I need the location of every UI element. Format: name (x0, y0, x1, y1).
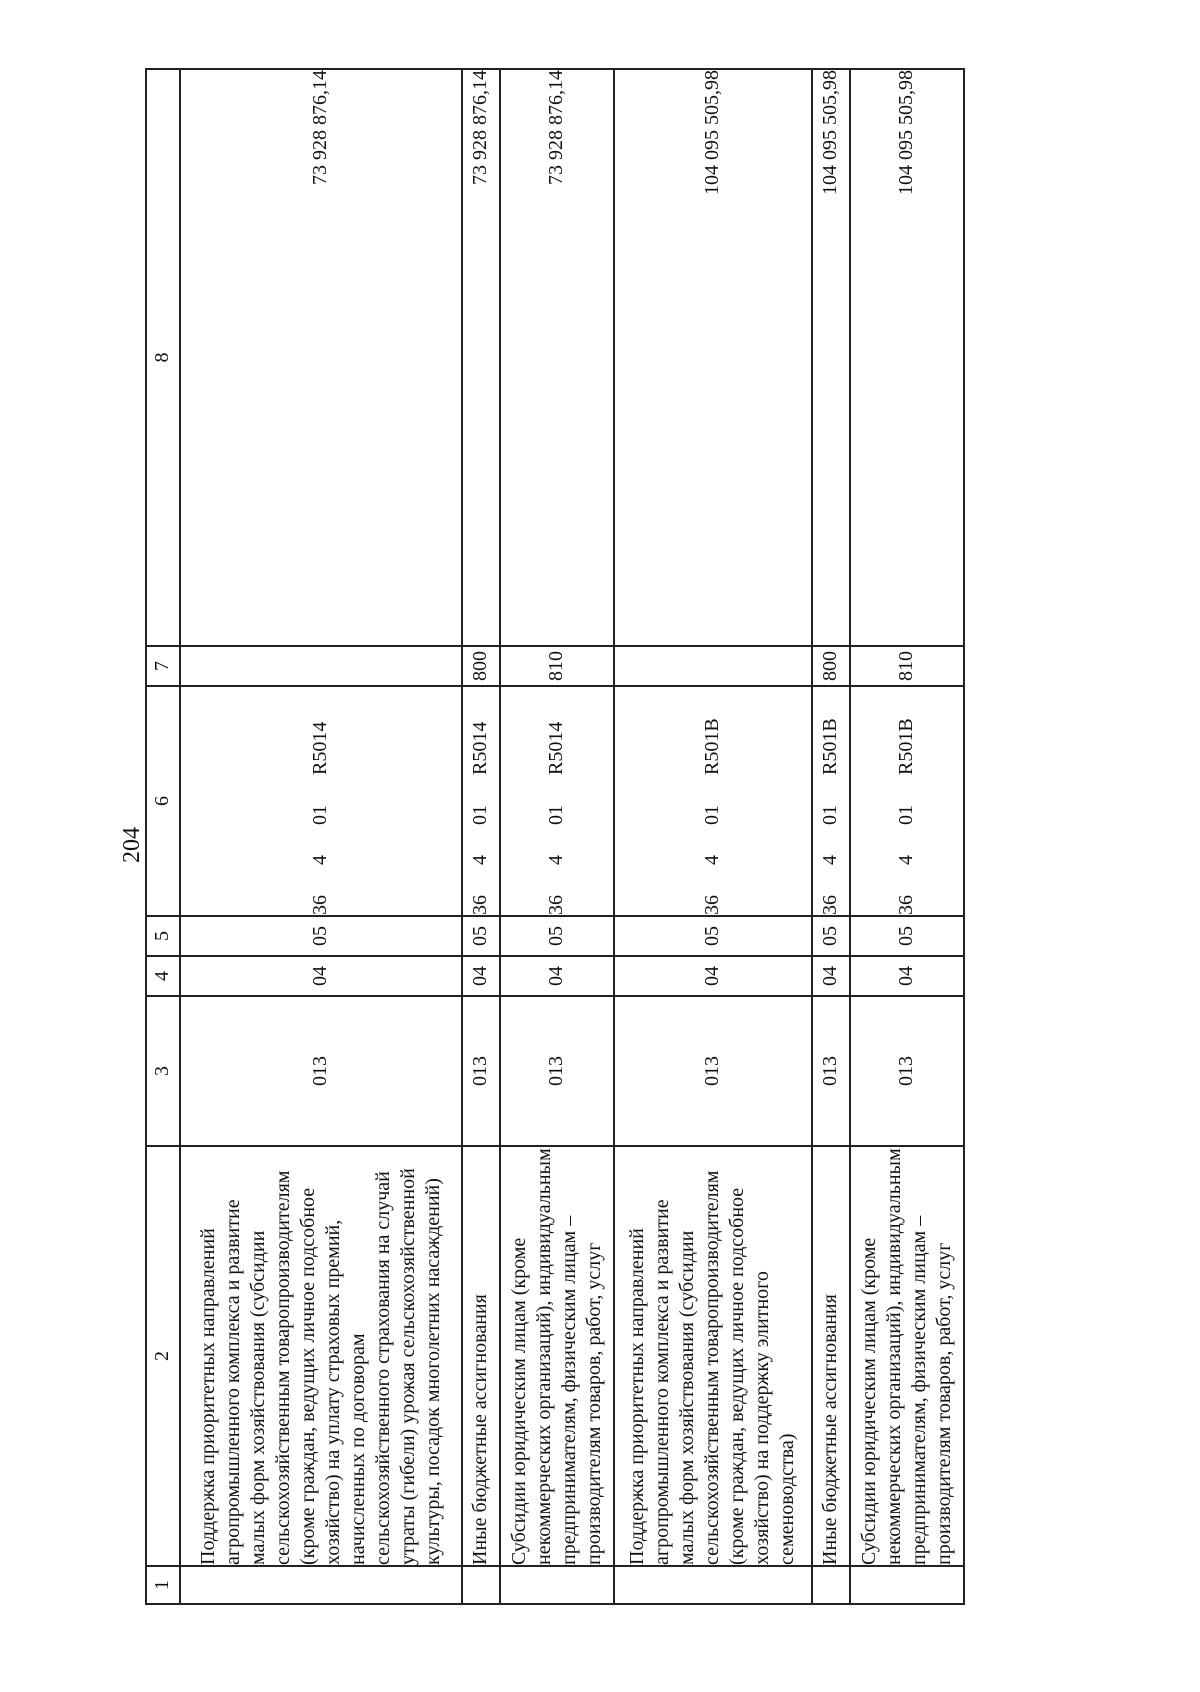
target-article-cell (180, 686, 462, 916)
direction-code: R5014 (309, 721, 332, 775)
ministry-code-cell: 013 (614, 996, 812, 1146)
row-number-cell (850, 1566, 964, 1604)
ministry-code-cell: 013 (850, 996, 964, 1146)
description-cell: Иные бюджетные ассигнования (462, 1146, 500, 1566)
section-cell: 04 (850, 956, 964, 996)
table-row (462, 69, 500, 1604)
ministry-code-cell: 013 (180, 996, 462, 1146)
row-number-cell (462, 1566, 500, 1604)
subprogram-code: 4 (545, 855, 568, 865)
header-cell-2: 2 (146, 1146, 180, 1566)
direction-code: R5014 (469, 721, 492, 775)
direction-code: R501В (895, 718, 918, 775)
subsection-cell: 05 (614, 916, 812, 956)
target-article-cell (500, 686, 614, 916)
header-cell-6: 6 (146, 686, 180, 916)
header-cell-1: 1 (146, 1566, 180, 1604)
section-cell: 04 (500, 956, 614, 996)
header-cell-8: 8 (146, 69, 180, 646)
header-cell-5: 5 (146, 916, 180, 956)
header-cell-4: 4 (146, 956, 180, 996)
amount-cell: 104 095 505,98 (812, 69, 850, 646)
description-cell: Субсидии юридическим лицам (кроме некоммерческих организаций), индивидуальным предпринимателям, физическим лицам – производителям товаров, работ, услуг (500, 1146, 614, 1566)
event-code: 01 (819, 805, 842, 825)
target-article-cell (462, 686, 500, 916)
target-article-cell (850, 686, 964, 916)
program-code: 36 (895, 895, 918, 915)
expense-type-cell: 810 (500, 646, 614, 686)
event-code: 01 (545, 805, 568, 825)
direction-code: R501В (701, 718, 724, 775)
row-number-cell (180, 1566, 462, 1604)
table-row (850, 69, 964, 1604)
subprogram-code: 4 (819, 855, 842, 865)
expense-type-cell (180, 646, 462, 686)
row-number-cell (500, 1566, 614, 1604)
subsection-cell: 05 (850, 916, 964, 956)
direction-code: R5014 (545, 721, 568, 775)
section-cell: 04 (812, 956, 850, 996)
direction-code: R501В (819, 718, 842, 775)
header-row (146, 69, 180, 1604)
description-cell: Поддержка приоритетных направлений агропромышленного комплекса и развитие малых форм хозяйствования (субсидии сельскохозяйственным товаропроизводителям (кроме граждан, ведущих личное подсобное хозяйство) на уплату страховых премий, начисленных по договорам сельскохозяйственного страхования на случай утраты (гибели) урожая сельскохозяйственной культуры, посадок многолетних насаждений) (180, 1146, 462, 1566)
program-code: 36 (819, 895, 842, 915)
table-row (614, 69, 812, 1604)
header-cell-7: 7 (146, 646, 180, 686)
event-code: 01 (309, 805, 332, 825)
amount-cell: 73 928 876,14 (180, 69, 462, 646)
expense-type-cell (614, 646, 812, 686)
amount-cell: 104 095 505,98 (850, 69, 964, 646)
program-code: 36 (545, 895, 568, 915)
description-cell: Иные бюджетные ассигнования (812, 1146, 850, 1566)
subsection-cell: 05 (812, 916, 850, 956)
expense-type-cell: 800 (462, 646, 500, 686)
amount-cell: 73 928 876,14 (462, 69, 500, 646)
amount-cell: 104 095 505,98 (614, 69, 812, 646)
description-cell: Поддержка приоритетных направлений агропромышленного комплекса и развитие малых форм хозяйствования (субсидии сельскохозяйственным товаропроизводителям (кроме граждан, ведущих личное подсобное хозяйство) на поддержку элитного семеноводства) (614, 1146, 812, 1566)
table-row (812, 69, 850, 1604)
program-code: 36 (469, 895, 492, 915)
subprogram-code: 4 (309, 855, 332, 865)
ministry-code-cell: 013 (812, 996, 850, 1146)
subprogram-code: 4 (701, 855, 724, 865)
event-code: 01 (469, 805, 492, 825)
target-article-cell (812, 686, 850, 916)
section-cell: 04 (462, 956, 500, 996)
header-cell-3: 3 (146, 996, 180, 1146)
program-code: 36 (701, 895, 724, 915)
target-article-cell (614, 686, 812, 916)
subsection-cell: 05 (180, 916, 462, 956)
page-number: 204 (119, 827, 145, 863)
expense-type-cell: 800 (812, 646, 850, 686)
program-code: 36 (309, 895, 332, 915)
section-cell: 04 (180, 956, 462, 996)
section-cell: 04 (614, 956, 812, 996)
subsection-cell: 05 (462, 916, 500, 956)
subsection-cell: 05 (500, 916, 614, 956)
expense-type-cell: 810 (850, 646, 964, 686)
row-number-cell (812, 1566, 850, 1604)
row-number-cell (614, 1566, 812, 1604)
ministry-code-cell: 013 (462, 996, 500, 1146)
description-cell: Субсидии юридическим лицам (кроме некоммерческих организаций), индивидуальным предпринимателям, физическим лицам – производителям товаров, работ, услуг (850, 1146, 964, 1566)
ministry-code-cell: 013 (500, 996, 614, 1146)
subprogram-code: 4 (895, 855, 918, 865)
table-row (180, 69, 462, 1604)
budget-table (145, 68, 965, 1605)
amount-cell: 73 928 876,14 (500, 69, 614, 646)
event-code: 01 (895, 805, 918, 825)
event-code: 01 (701, 805, 724, 825)
subprogram-code: 4 (469, 855, 492, 865)
rotated-table-page (145, 70, 965, 1605)
table-row (500, 69, 614, 1604)
